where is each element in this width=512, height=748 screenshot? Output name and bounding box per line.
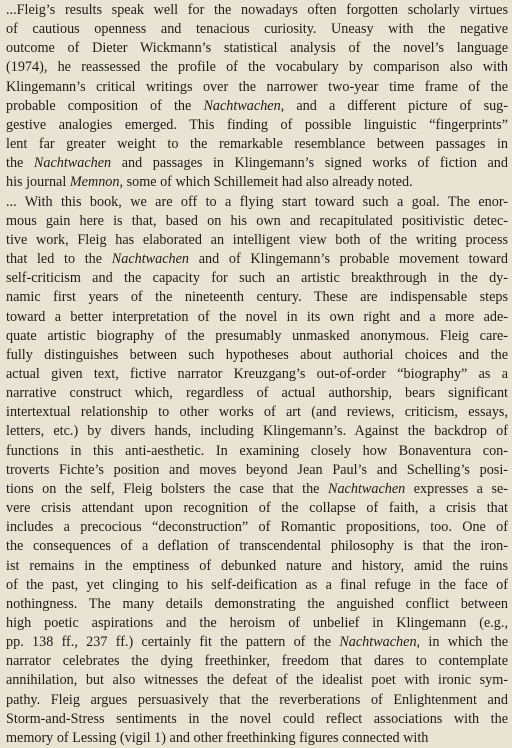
italic-title: Memnon xyxy=(69,174,120,191)
text-line xyxy=(6,173,508,192)
text-run: ... With this book, we are off to a flying start toward such a goal. The enor- xyxy=(6,193,508,210)
text-run: lent far greater weight to the remarkable resemblance between passages in xyxy=(6,136,508,153)
text-run: vere crisis attendant upon recognition of the collapse of faith, a crisis that xyxy=(6,500,508,517)
text-line xyxy=(6,691,508,710)
text-line xyxy=(6,499,508,518)
text-run: memory of Lessing (vigil 1) and other freethinking figures connected with xyxy=(6,729,429,746)
text-run: the consequences of a deflation of transcendental philosophy is that the iron- xyxy=(6,538,508,555)
text-run: namic first years of the nineteenth century. These are indispensable steps xyxy=(6,289,508,306)
paragraph-flying-start xyxy=(6,193,508,748)
text-line xyxy=(6,537,508,556)
paragraph-fleig-results xyxy=(6,0,508,193)
text-run: annihilation, but also witnesses the defeat of the idealist poet with ironic sym- xyxy=(6,672,508,689)
text-run: narrative construct which, regardless of actual authorship, bears significant xyxy=(6,385,508,402)
text-run: of cautious openness and tenacious curiosity. Uneasy with the negative xyxy=(6,21,508,38)
text-line xyxy=(6,1,508,20)
text-line xyxy=(6,327,508,346)
italic-title: Nachtwachen xyxy=(33,155,112,172)
text-run: his journal xyxy=(6,174,70,191)
text-line xyxy=(6,231,508,250)
text-line xyxy=(6,193,508,212)
text-line xyxy=(6,671,508,690)
text-run: actual given text, fictive narrator Kreuzgang’s out-of-order “biography” as a xyxy=(6,365,508,382)
text-run: gestive analogies emerged. This finding of possible linguistic “fingerprints” xyxy=(6,116,508,133)
text-line xyxy=(6,518,508,537)
text-run: and passages in Klingemann’s signed works of fiction and xyxy=(111,155,508,172)
italic-title: Nachtwachen xyxy=(203,97,281,114)
text-run: troverts Fichte’s position and moves beyond Jean Paul’s and Schelling’s posi- xyxy=(6,461,508,478)
text-line xyxy=(6,633,508,652)
text-run: mous gain here is that, based on his own and recapitulated positivistic detec- xyxy=(6,212,508,229)
text-line xyxy=(6,442,508,461)
text-line xyxy=(6,20,508,39)
text-line xyxy=(6,557,508,576)
text-line xyxy=(6,384,508,403)
text-run: , in which the xyxy=(416,634,508,651)
text-line xyxy=(6,116,508,135)
text-line xyxy=(6,308,508,327)
text-line xyxy=(6,154,508,173)
text-run: tions on the self, Fleig bolsters the case that the xyxy=(6,480,328,497)
text-run: pp. 138 ff., 237 ff.) certainly fit the pattern of the xyxy=(6,634,340,651)
text-line xyxy=(6,595,508,614)
text-line xyxy=(6,135,508,154)
text-line xyxy=(6,403,508,422)
text-line xyxy=(6,480,508,499)
text-run: the xyxy=(6,155,34,172)
text-run: tive work, Fleig has elaborated an intelligent view both of the writing process xyxy=(6,231,508,248)
text-run: intertextual relationship to other works of art (and reviews, criticism, essays, xyxy=(6,404,508,421)
text-run: quate artistic biography of the presumably unmasked anonymous. Fleig care- xyxy=(6,327,508,344)
text-run: (1974), he reassessed the profile of the vocabulary by comparison also with xyxy=(6,59,508,76)
text-line xyxy=(6,97,508,116)
italic-title: Nachtwachen xyxy=(339,634,417,651)
text-run: expresses a se- xyxy=(405,480,508,497)
italic-title: Nachtwachen xyxy=(111,251,189,268)
text-run: ist remains in the emptiness of debunked nature and history, amid the ruins xyxy=(6,557,508,574)
text-run: includes a precocious “deconstruction” of Romantic propositions, too. One of xyxy=(6,519,508,536)
text-run: of the past, yet clinging to his self-deification as a final refuge in the face of xyxy=(6,576,508,593)
text-run: pathy. Fleig argues persuasively that the reverberations of Enlightenment and xyxy=(6,691,508,708)
italic-title: Nachtwachen xyxy=(328,480,406,497)
text-run: Storm-and-Stress sentiments in the novel could reflect associations with the xyxy=(6,710,508,727)
text-run: ...Fleig’s results speak well for the nowadays often forgotten scholarly virtues xyxy=(6,2,508,18)
text-line xyxy=(6,461,508,480)
text-run: toward a better interpretation of the novel in its own right and a more ade- xyxy=(6,308,508,325)
text-line xyxy=(6,39,508,58)
text-line xyxy=(6,250,508,269)
text-line xyxy=(6,614,508,633)
text-line xyxy=(6,729,508,748)
text-run: self-criticism and the capacity for such an artistic breakthrough in the dy- xyxy=(6,270,508,287)
text-line xyxy=(6,576,508,595)
text-run: Klingemann’s critical writings over the narrower two-year time frame of the xyxy=(6,78,508,95)
text-line xyxy=(6,346,508,365)
text-run: , some of which Schillemeit had also already noted. xyxy=(119,174,413,191)
text-line xyxy=(6,710,508,729)
text-line xyxy=(6,58,508,77)
text-run: letters, etc.) by divers hands, including Klingemann’s. Against the backdrop of xyxy=(6,423,508,440)
text-line xyxy=(6,269,508,288)
text-line xyxy=(6,422,508,441)
text-run: and of Klingemann’s probable movement toward xyxy=(189,251,508,268)
text-run: functions in this anti-aesthetic. In examining closely how Bonaventura con- xyxy=(6,442,508,459)
text-run: high poetic aspirations and the heroism of unbelief in Klingemann (e.g., xyxy=(6,615,508,631)
text-run: that led to the xyxy=(6,251,112,268)
text-line xyxy=(6,78,508,97)
text-run: fully distinguishes between such hypotheses about authorial choices and the xyxy=(6,346,508,363)
text-run: narrator celebrates the dying freethinker, freedom that dares to contemplate xyxy=(6,653,508,670)
text-run: probable composition of the xyxy=(6,97,204,114)
text-line xyxy=(6,212,508,231)
text-run: , and a different picture of sug- xyxy=(280,97,508,114)
text-line xyxy=(6,288,508,307)
text-line xyxy=(6,652,508,671)
text-run: nothingness. The many details demonstrating the anguished conflict between xyxy=(6,595,508,612)
text-run: outcome of Dieter Wickmann’s statistical analysis of the novel’s language xyxy=(6,40,508,57)
text-line xyxy=(6,365,508,384)
